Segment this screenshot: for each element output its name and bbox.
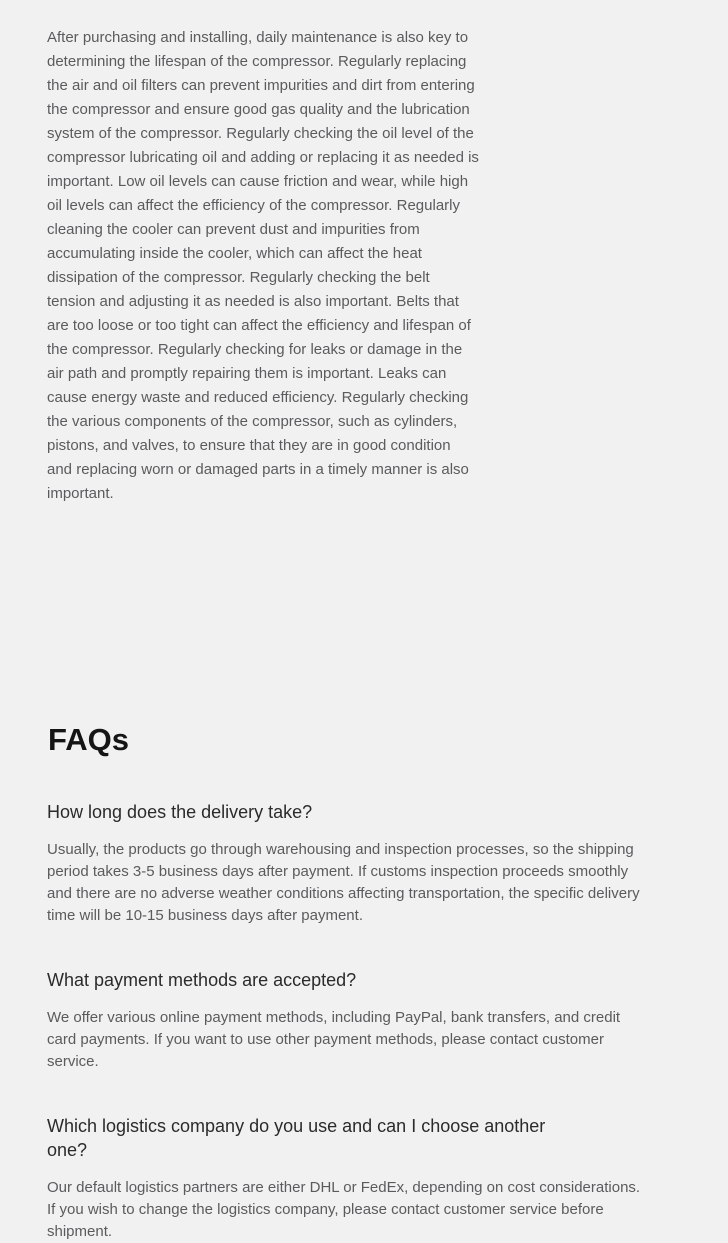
faq-answer-delivery-time: Usually, the products go through warehousing and inspection processes, so the shipping period takes 3-5 business days after payment. If customs inspection proceeds smoothly and there are no adverse weather conditions affecting transportation, the specific delivery time will be 10-15 business days after payment. [47, 841, 640, 924]
faq-question-payment-methods: What payment methods are accepted? [47, 970, 357, 990]
faq-section-title: FAQs [48, 722, 129, 757]
faq-item [47, 968, 728, 1073]
faq-answer-payment-methods: We offer various online payment methods, including PayPal, bank transfers, and credit card payments. If you want to use other payment methods, please contact customer service. [47, 1009, 621, 1070]
faq-item [47, 800, 728, 927]
faq-item [47, 1114, 728, 1243]
faq-question-logistics-company: Which logistics company do you use and can I choose another one? [47, 1116, 546, 1160]
intro-paragraph: After purchasing and installing, daily maintenance is also key to determining the lifespan of the compressor. Regularly replacing the air and oil filters can prevent impurities and dirt from entering the compressor and ensure good gas quality and the lubrication system of the compressor. Regularly checking the oil level of the compressor lubricating oil and adding or replacing it as needed is important. Low oil levels can cause friction and wear, while high oil levels can affect the efficiency of the compressor. Regularly cleaning the cooler can prevent dust and impurities from accumulating inside the cooler, which can affect the heat dissipation of the compressor. Regularly checking the belt tension and adjusting it as needed is also important. Belts that are too loose or too tight can affect the efficiency and lifespan of the compressor. Regularly checking for leaks or damage in the air path and promptly repairing them is important. Leaks can cause energy waste and reduced efficiency. Regularly checking the various components of the compressor, such as cylinders, pistons, and valves, to ensure that they are in good condition and replacing worn or damaged parts in a timely manner is also important. [47, 29, 479, 502]
faq-answer-logistics-company: Our default logistics partners are either DHL or FedEx, depending on cost considerations. If you wish to change the logistics company, please contact customer service before shipment. [47, 1179, 641, 1240]
faq-question-delivery-time: How long does the delivery take? [47, 802, 313, 822]
